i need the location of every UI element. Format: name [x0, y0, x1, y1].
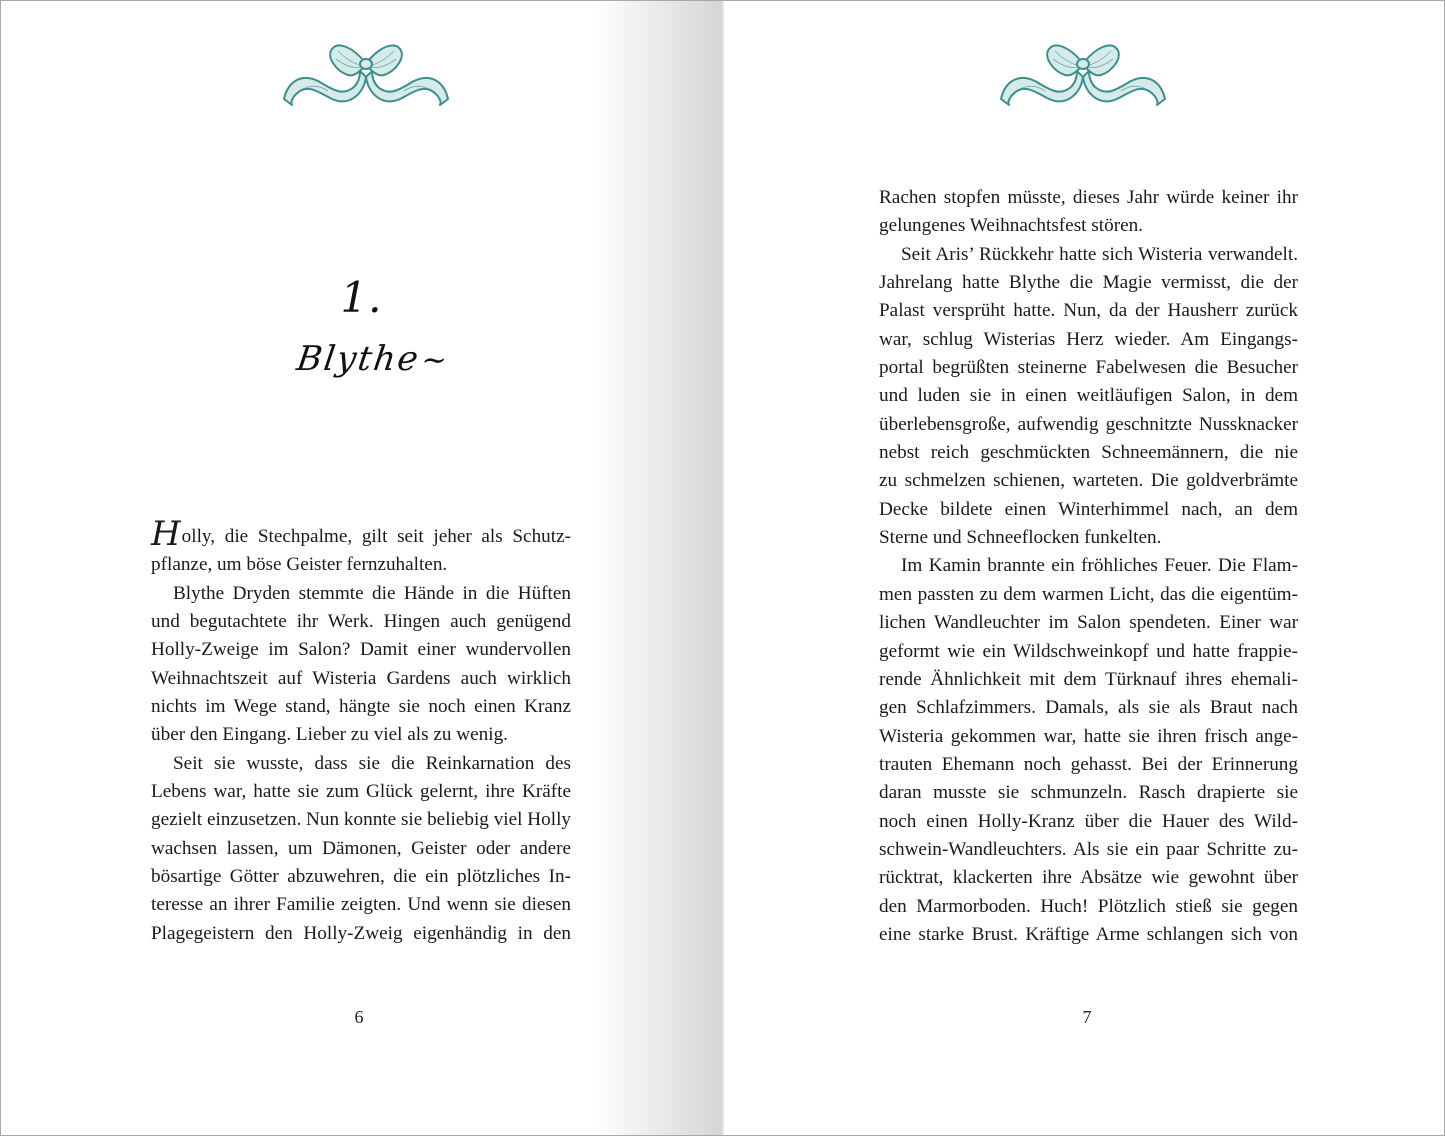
right-body-text	[879, 184, 1298, 949]
text-line: Jahrelang hatte Blythe die Magie vermisst, die der	[879, 272, 1298, 294]
text-line: gezielt einzusetzen. Nun konnte sie beliebig viel Holly	[151, 809, 571, 831]
swash-flourish-icon: ~	[419, 343, 452, 378]
drop-cap: H	[151, 514, 181, 554]
text-line: gelungenes Weihnachtsfest stören.	[879, 215, 1143, 237]
text-line: und luden sie in einen weitläufigen Salon, in dem	[879, 385, 1298, 407]
left-body-text	[151, 514, 571, 948]
ribbon-bow-icon	[997, 37, 1169, 107]
page-number: 6	[354, 1007, 364, 1027]
chapter-number: 1.	[340, 273, 383, 322]
text-line: schwein-Wandleuchters. Als sie ein paar Schritte zu-	[879, 838, 1298, 860]
paragraph	[879, 184, 1298, 241]
text-line: teresse an ihrer Familie zeigten. Und wenn sie diesen	[151, 894, 571, 916]
text-line: wachsen lassen, um Dämonen, Geister oder andere	[151, 837, 571, 859]
text-line: eine starke Brust. Kräftige Arme schlangen sich von	[879, 923, 1298, 945]
text-line: lichen Wandleuchter im Salon spendeten. Einer war	[879, 612, 1298, 634]
text-line: Palast versprüht hatte. Nun, da der Hausherr zurück	[879, 300, 1298, 322]
right-page	[724, 1, 1444, 1135]
chapter-title	[294, 339, 452, 379]
text-line: Decke bildete einen Winterhimmel nach, an dem	[879, 498, 1298, 520]
text-line: portal begrüßten steinerne Fabelwesen die Besucher	[879, 357, 1298, 379]
text-line: Holly, die Stechpalme, gilt seit jeher als Schutz-	[151, 514, 571, 554]
text-line: Seit sie wusste, dass sie die Reinkarnation des	[173, 752, 571, 774]
text-line: gen Schlafzimmers. Damals, als sie als Braut nach	[879, 697, 1298, 719]
page-number: 7	[1082, 1007, 1092, 1027]
text-line: Weihnachtszeit auf Wisteria Gardens auch wirklich	[151, 667, 571, 689]
text-line: pflanze, um böse Geister fernzuhalten.	[151, 554, 448, 576]
paragraph	[151, 580, 571, 750]
paragraph	[879, 241, 1298, 553]
text-line: Lebens war, hatte sie zum Glück gelernt, ihre Kräfte	[151, 781, 571, 803]
gutter-shadow	[596, 1, 723, 1135]
text-line: über den Eingang. Lieber zu viel als zu wenig.	[151, 724, 508, 746]
left-page	[1, 1, 722, 1135]
text-line: trauten Ehemann noch gehasst. Bei der Erinnerung	[879, 753, 1298, 775]
text-line: rücktrat, klackerten ihre Absätze wie gewohnt über	[879, 867, 1298, 889]
text-line: nebst reich geschmückten Schneemännern, die nie	[879, 442, 1298, 464]
text-line: geformt wie ein Wildschweinkopf und hatte frappie-	[879, 640, 1298, 662]
text-line: den Marmorboden. Huch! Plötzlich stieß sie gegen	[879, 895, 1298, 917]
text-line: Seit Aris’ Rückkehr hatte sich Wisteria verwandelt.	[901, 243, 1298, 265]
text-line: men passten zu dem warmen Licht, das die eigentüm-	[879, 583, 1298, 605]
text-line: Wisteria gekommen war, hatte sie ihren frisch ange-	[879, 725, 1298, 747]
text-line: Plagegeistern den Holly-Zweig eigenhändig in den	[151, 922, 571, 944]
text-line: noch einen Holly-Kranz über die Hauer des Wild-	[879, 810, 1298, 832]
text-line: Rachen stopfen müsste, dieses Jahr würde keiner ihr	[879, 187, 1298, 208]
paragraph	[151, 514, 571, 580]
text-line: war, schlug Wisterias Herz wieder. Am Eingangs-	[879, 328, 1298, 350]
text-line: bösartige Götter abzuwehren, die ein plötzliches In-	[151, 866, 571, 888]
chapter-title-text: Blythe	[294, 339, 423, 379]
text-line: Holly-Zweige im Salon? Damit einer wundervollen	[151, 639, 571, 661]
text-line: daran musste sie schmunzeln. Rasch drapierte sie	[879, 782, 1298, 804]
text-line: rende Ähnlichkeit mit dem Türknauf ihres ehemali-	[879, 668, 1298, 690]
text-line: und begutachtete ihr Werk. Hingen auch genügend	[151, 611, 571, 633]
text-line: überlebensgroße, aufwendig geschnitzte Nussknacker	[879, 413, 1298, 435]
text-line: Im Kamin brannte ein fröhliches Feuer. Die Flam-	[901, 555, 1298, 577]
text-line: nichts im Wege stand, hängte sie noch einen Kranz	[151, 696, 571, 718]
ribbon-bow-icon	[280, 37, 452, 107]
text-line: zu schmelzen schienen, warteten. Die goldverbrämte	[879, 470, 1298, 492]
text-line: Sterne und Schneeflocken funkelten.	[879, 527, 1162, 549]
paragraph	[151, 750, 571, 948]
text-line: Blythe Dryden stemmte die Hände in die Hüften	[173, 582, 571, 604]
paragraph	[879, 552, 1298, 949]
